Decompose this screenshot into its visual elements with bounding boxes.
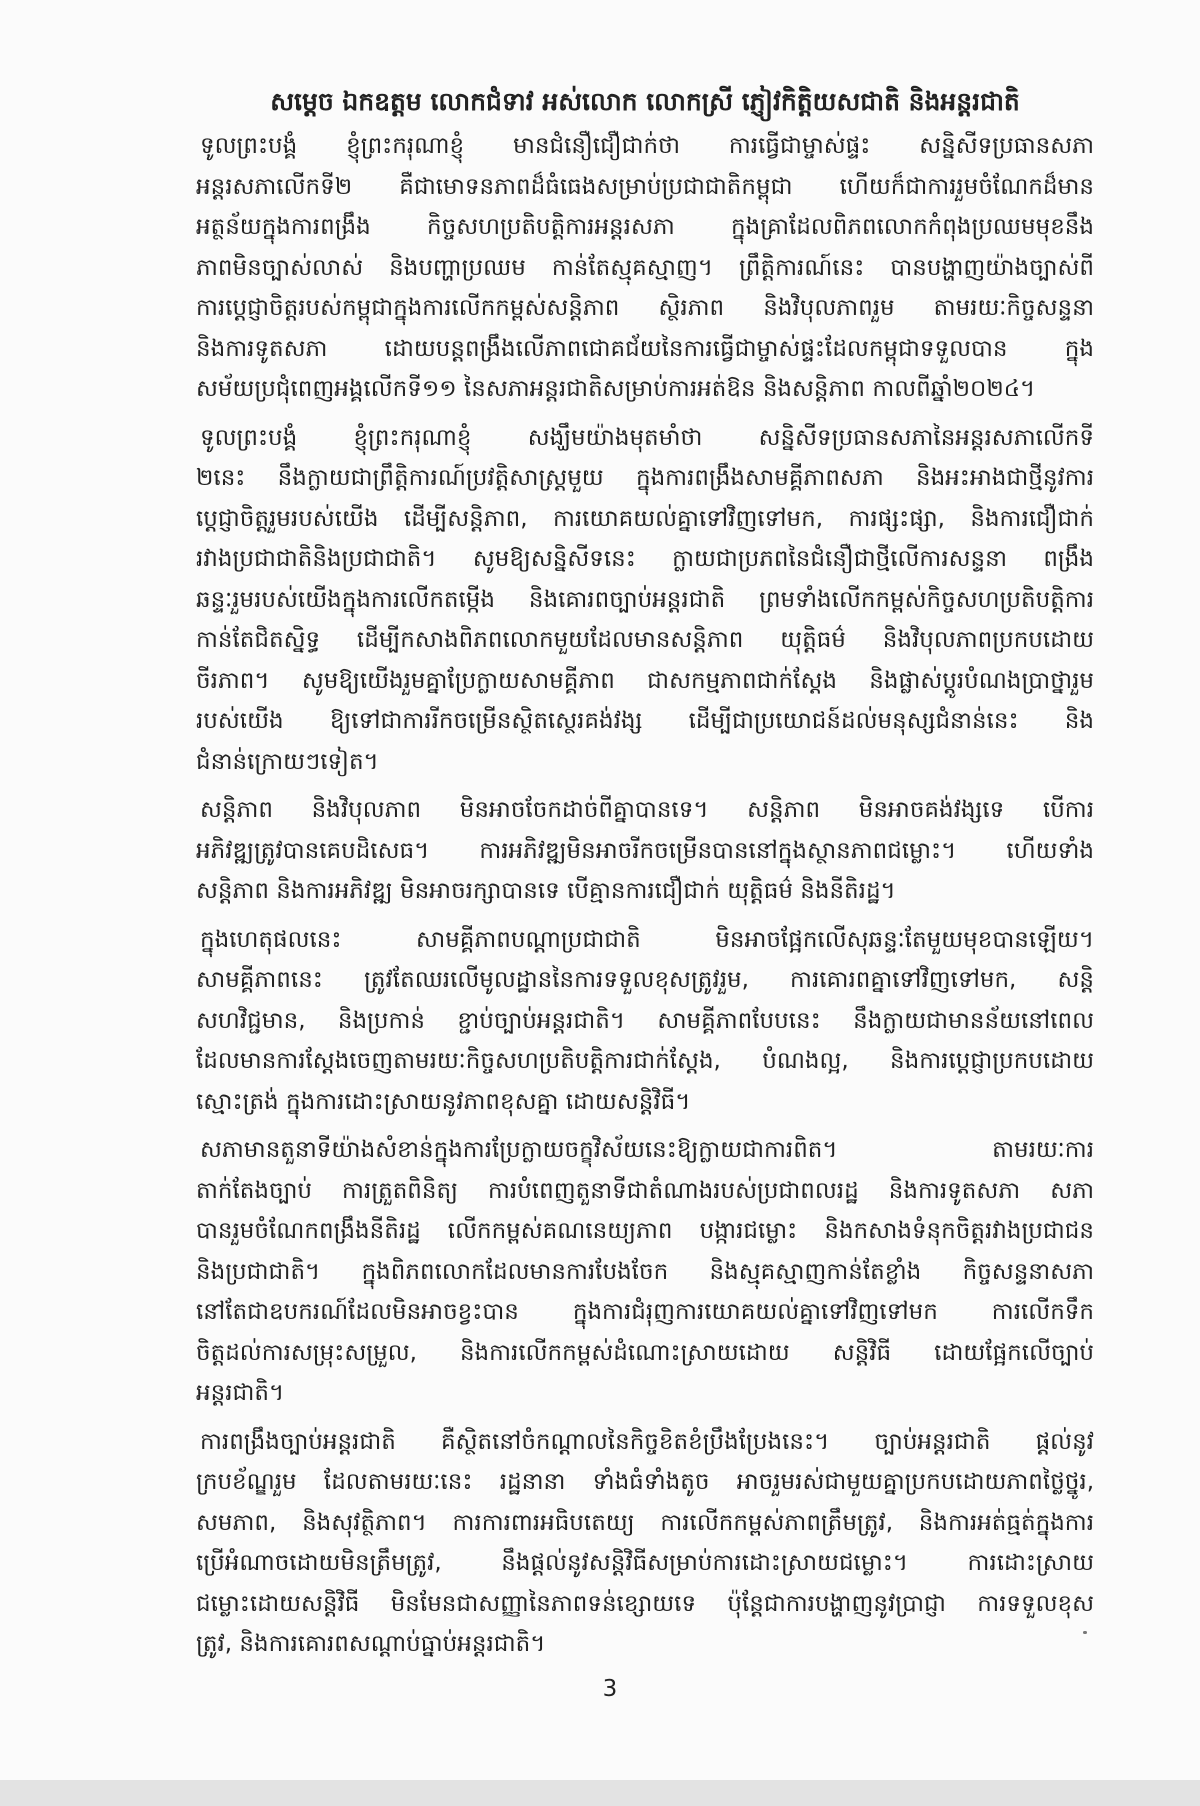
text-line: សម័យប្រជុំពេញអង្គលើកទី១១ នៃសភាអន្តរជាតិសម្រាប់ការអត់ឱន និងសន្តិភាព កាលពីឆ្នាំ២០២៤។: [196, 376, 1036, 402]
text-line: អត្ថន័យក្នុងការពង្រឹង កិច្ចសហប្រតិបត្តិការអន្តរសភា ក្នុងគ្រាដែលពិភពលោកកំពុងប្រឈមមុខនឹង: [196, 214, 1094, 240]
text-line: នៅតែជាឧបករណ៍ដែលមិនអាចខ្វះបាន ក្នុងការជំរុញការយោគយល់គ្នាទៅវិញទៅមក ការលើកទឹក: [196, 1299, 1094, 1325]
text-line: ភាពមិនច្បាស់លាស់ និងបញ្ហាប្រឈម កាន់តែស្មុគស្មាញ។ ព្រឹត្តិការណ៍នេះ បានបង្ហាញយ៉ាងច្បាស់ពី: [196, 254, 1094, 281]
text-line: ការពង្រឹងច្បាប់អន្តរជាតិ គឺស្ថិតនៅចំកណ្ដាលនៃកិច្ចខិតខំប្រឹងប្រែងនេះ។ ច្បាប់អន្តរជាតិ ផ្តល់នូវ: [200, 1428, 1094, 1455]
page-number: 3: [602, 1676, 618, 1702]
text-line: ទូលព្រះបង្គំ ខ្ញុំព្រះករុណាខ្ញុំ សង្ឃឹមយ៉ាងមុតមាំថា សន្និសីទប្រធានសភានៃអន្តរសភាលើកទី: [200, 424, 1094, 451]
text-line: ប្រើអំណាចដោយមិនត្រឹមត្រូវ, នឹងផ្តល់នូវសន្តិវិធីសម្រាប់ការដោះស្រាយជម្លោះ។ ការដោះស្រាយ: [196, 1550, 1094, 1576]
text-line: ក្របខ័ណ្ឌរួម ដែលតាមរយៈនេះ រដ្ឋនានា ទាំងធំទាំងតូច អាចរួមរស់ជាមួយគ្នាប្រកបដោយភាពថ្លៃថ្នូរ,: [196, 1469, 1094, 1495]
text-line: ឆន្ទៈរួមរបស់យើងក្នុងការលើកតម្កើង និងគោរពច្បាប់អន្តរជាតិ ព្រមទាំងលើកកម្ពស់កិច្ចសហប្រតិបត្តិការ: [196, 586, 1094, 613]
paragraph-3: [196, 790, 1094, 912]
text-line: សមភាព, និងសុវត្ថិភាព។ ការការពារអធិបតេយ្យ ការលើកកម្ពស់ភាពត្រឹមត្រូវ, និងការអត់ធ្មត់ក្នុងការ: [196, 1509, 1094, 1536]
text-line: ដែលមានការស្តែងចេញតាមរយៈកិច្ចសហប្រតិបត្តិការជាក់ស្តែង, បំណងល្អ, និងការប្តេជ្ញាប្រកបដោយ: [196, 1048, 1094, 1074]
text-line: ជំនាន់ក្រោយៗទៀត។: [196, 748, 379, 775]
text-line: និងការទូតសភា ដោយបន្តពង្រឹងលើភាពជោគជ័យនៃការធ្វើជាម្ចាស់ផ្ទះដែលកម្ពុជាទទួលបាន ក្នុង: [196, 335, 1094, 362]
text-line: ត្រូវ, និងការគោរពសណ្ដាប់ធ្នាប់អន្តរជាតិ។: [196, 1631, 546, 1657]
text-line: រវាងប្រជាជាតិនិងប្រជាជាតិ។ សូមឱ្យសន្និសីទនេះ ក្លាយជាប្រភពនៃជំនឿជាថ្មីលើការសន្ទនា ពង្រឹង: [196, 546, 1094, 572]
text-line: បានរួមចំណែកពង្រឹងនីតិរដ្ឋ លើកកម្ពស់គណនេយ្យភាព បង្ការជម្លោះ និងកសាងទំនុកចិត្តរវាងប្រជាជន: [196, 1218, 1094, 1244]
salutation-heading: សម្ដេច ឯកឧត្តម លោកជំទាវ អស់លោក លោកស្រី ភ្ញៀវកិត្តិយសជាតិ និងអន្តរជាតិ: [270, 87, 1020, 116]
paragraph-2: [196, 418, 1094, 783]
text-line: សន្តិភាព និងវិបុលភាព មិនអាចចែកដាច់ពីគ្នាបានទេ។ សន្តិភាព មិនអាចគង់វង្សទេ បើការ: [200, 797, 1094, 823]
text-line: ចីរភាព។ សូមឱ្យយើងរួមគ្នាប្រែក្លាយសាមគ្គីភាព ជាសកម្មភាពជាក់ស្តែង និងផ្លាស់ប្តូរបំណងប្រាថ្នារួម: [196, 667, 1094, 694]
text-line: សហវិជ្ជមាន, និងប្រកាន់ ខ្ជាប់ច្បាប់អន្តរជាតិ។ សាមគ្គីភាពបែបនេះ នឹងក្លាយជាមានន័យនៅពេល: [196, 1007, 1094, 1034]
text-line: ជម្លោះដោយសន្តិវិធី មិនមែនជាសញ្ញានៃភាពទន់ខ្សោយទេ ប៉ុន្តែជាការបង្ហាញនូវប្រាជ្ញា ការទទួលខុស: [196, 1590, 1094, 1617]
document-body: [196, 82, 1094, 1673]
paragraph-1: [196, 126, 1094, 410]
bottom-margin-strip: [0, 1780, 1200, 1806]
text-line: សន្តិភាព និងការអភិវឌ្ឍ មិនអាចរក្សាបានទេ បើគ្មានការជឿជាក់ យុត្តិធម៌ និងនីតិរដ្ឋ។: [196, 878, 896, 904]
text-line: ការប្តេជ្ញាចិត្តរបស់កម្ពុជាក្នុងការលើកកម្ពស់សន្តិភាព ស្ថិរភាព និងវិបុលភាពរួម តាមរយៈកិច្ចសន្ទនា: [196, 295, 1094, 321]
text-line: ប្តេជ្ញាចិត្តរួមរបស់យើង ដើម្បីសន្តិភាព, ការយោគយល់គ្នាទៅវិញទៅមក, ការផ្សះផ្សា, និងការជឿជាក់: [196, 505, 1094, 532]
paragraph-6: [196, 1422, 1094, 1665]
text-line: ស្មោះត្រង់ ក្នុងការដោះស្រាយនូវភាពខុសគ្នា ដោយសន្តិវិធី។: [196, 1088, 691, 1115]
text-line: អភិវឌ្ឍត្រូវបានគេបដិសេធ។ ការអភិវឌ្ឍមិនអាចរីកចម្រើនបាននៅក្នុងស្ថានភាពជម្លោះ។ ហើយទាំង: [196, 837, 1094, 864]
text-line: កាន់តែជិតស្និទ្ធ ដើម្បីកសាងពិភពលោកមួយដែលមានសន្តិភាព យុត្តិធម៌ និងវិបុលភាពប្រកបដោយ: [196, 627, 1094, 653]
text-line: ២នេះ នឹងក្លាយជាព្រឹត្តិការណ៍ប្រវត្តិសាស្ត្រមួយ ក្នុងការពង្រឹងសាមគ្គីភាពសភា និងអះអាងជាថ្មីនូវការ: [196, 465, 1094, 491]
text-line: របស់យើង ឱ្យទៅជាការរីកចម្រើនស្ថិតស្ថេរគង់វង្ស ដើម្បីជាប្រយោជន៍ដល់មនុស្សជំនាន់នេះ និង: [196, 708, 1094, 734]
text-line: សាមគ្គីភាពនេះ ត្រូវតែឈរលើមូលដ្ឋាននៃការទទួលខុសត្រូវរួម, ការគោរពគ្នាទៅវិញទៅមក, សន្តិ: [196, 967, 1094, 993]
text-line: អន្តរសភាលើកទី២ គឺជាមោទនភាពដ៏ធំធេងសម្រាប់ប្រជាជាតិកម្ពុជា ហើយក៏ជាការរួមចំណែកដ៏មាន: [196, 173, 1094, 200]
text-line: អន្តរជាតិ។: [196, 1380, 285, 1406]
text-line: ក្នុងហេតុផលនេះ សាមគ្គីភាពបណ្ដាប្រជាជាតិ មិនអាចផ្អែកលើសុឆន្ទៈតែមួយមុខបានឡើយ។: [200, 926, 1094, 953]
text-line: ទូលព្រះបង្គំ ខ្ញុំព្រះករុណាខ្ញុំ មានជំនឿជឿជាក់ថា ការធ្វើជាម្ចាស់ផ្ទះ សន្និសីទប្រធានសភា: [200, 133, 1094, 159]
text-line: តាក់តែងច្បាប់ ការត្រួតពិនិត្យ ការបំពេញតួនាទីជាតំណាងរបស់ប្រជាពលរដ្ឋ និងការទូតសភា សភា: [196, 1177, 1094, 1204]
paragraph-4: [196, 920, 1094, 1123]
text-line: ចិត្តដល់ការសម្រុះសម្រួល, និងការលើកកម្ពស់ដំណោះស្រាយដោយ សន្តិវិធី ដោយផ្អែកលើច្បាប់: [196, 1339, 1094, 1366]
scan-speck: [1083, 1631, 1087, 1634]
text-line: និងប្រជាជាតិ។ ក្នុងពិភពលោកដែលមានការបែងចែក និងស្មុគស្មាញកាន់តែខ្លាំង កិច្ចសន្ទនាសភា: [196, 1258, 1094, 1285]
text-line: សភាមានតួនាទីយ៉ាងសំខាន់ក្នុងការប្រែក្លាយចក្ខុវិស័យនេះឱ្យក្លាយជាការពិត។ តាមរយៈការ: [200, 1137, 1094, 1163]
paragraph-5: [196, 1130, 1094, 1414]
